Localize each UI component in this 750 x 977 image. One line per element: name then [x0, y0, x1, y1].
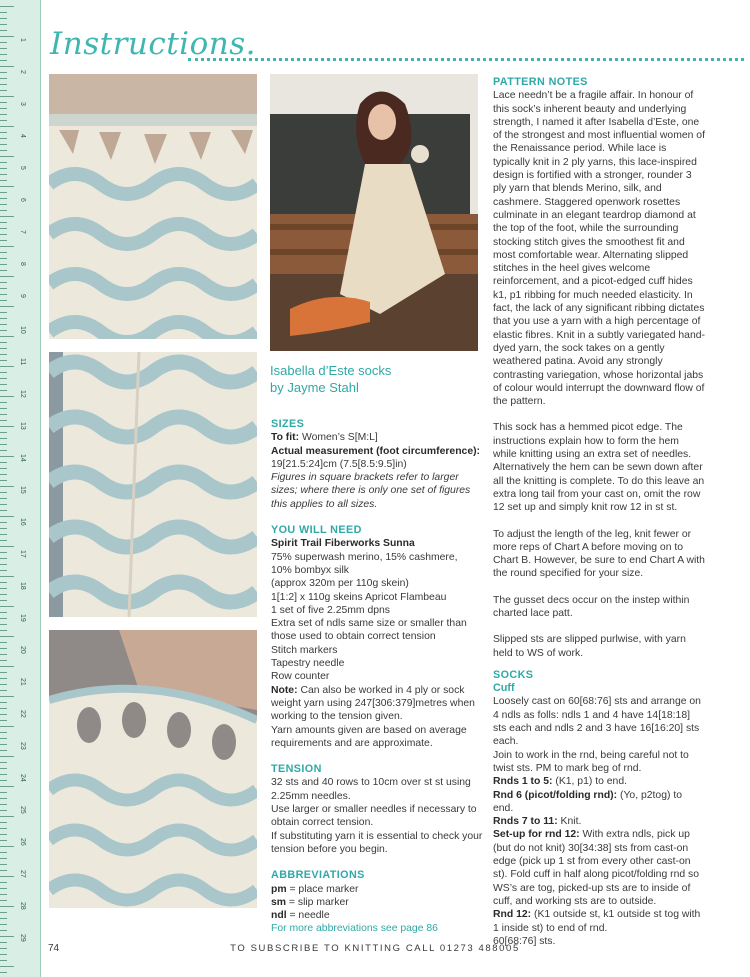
- ruler-tick: [0, 846, 14, 847]
- ruler-number: 3: [19, 102, 26, 106]
- more-abbreviations-link[interactable]: For more abbreviations see page 86: [271, 923, 438, 935]
- ruler-tick: [0, 54, 7, 55]
- ruler-tick: [0, 954, 7, 955]
- ruler-tick: [0, 198, 7, 199]
- ruler-tick: [0, 180, 7, 181]
- yarn-amounts-note: Yarn amounts given are based on average requirements and are approximate.: [271, 724, 467, 749]
- cuff-subheading: Cuff: [493, 682, 515, 695]
- cuff-step-label: Rnds 1 to 5:: [493, 776, 553, 788]
- ruler-tick: [0, 42, 7, 43]
- page-number: 74: [48, 943, 60, 954]
- ruler-tick: [0, 48, 7, 49]
- ruler-tick: [0, 762, 7, 763]
- tension-line: Use larger or smaller needles if necessary to obtain correct tension.: [271, 804, 477, 829]
- ruler-number: 12: [19, 390, 26, 398]
- ruler-tick: [0, 228, 7, 229]
- cuff-step: [493, 775, 705, 788]
- ruler-tick: [0, 630, 7, 631]
- abbreviation-term: sm: [271, 896, 287, 908]
- ruler-tick: [0, 756, 14, 757]
- materials-note: Note: Can also be worked in 4 ply or sock weight yarn using 247[306:379]metres when working to the tension given.: [271, 684, 475, 723]
- ruler-tick: [0, 780, 7, 781]
- ruler-tick: [0, 174, 7, 175]
- materials-line: Tapestry needle: [271, 658, 345, 670]
- ruler-tick: [0, 270, 7, 271]
- ruler-number: 21: [19, 678, 26, 686]
- ruler-tick: [0, 114, 7, 115]
- cuff-step-label: Rnd 12:: [493, 909, 532, 921]
- ruler-tick: [0, 960, 7, 961]
- materials-line: (approx 320m per 110g skein): [271, 578, 409, 590]
- side-ruler: [0, 0, 41, 977]
- ruler-tick: [0, 894, 7, 895]
- sizes-actual-label: Actual measurement (foot circumference):: [271, 445, 481, 457]
- ruler-tick: [0, 798, 7, 799]
- cuff-steps: [493, 775, 705, 935]
- ruler-tick: [0, 132, 7, 133]
- ruler-number: 14: [19, 454, 26, 462]
- ruler-tick: [0, 546, 14, 547]
- ruler-tick: [0, 528, 7, 529]
- ruler-number: 15: [19, 486, 26, 494]
- ruler-tick: [0, 444, 7, 445]
- ruler-tick: [0, 186, 14, 187]
- ruler-tick: [0, 354, 7, 355]
- ruler-number: 2: [19, 70, 26, 74]
- yarn-name: Spirit Trail Fiberworks Sunna: [271, 538, 415, 550]
- ruler-tick: [0, 234, 7, 235]
- ruler-tick: [0, 684, 7, 685]
- ruler-tick: [0, 624, 7, 625]
- ruler-tick: [0, 12, 7, 13]
- ruler-tick: [0, 216, 14, 217]
- ruler-tick: [0, 240, 7, 241]
- ruler-tick: [0, 204, 7, 205]
- ruler-tick: [0, 438, 7, 439]
- ruler-tick: [0, 672, 7, 673]
- ruler-tick: [0, 726, 14, 727]
- cuff-step: [493, 908, 705, 935]
- page-title: Instructions.: [50, 26, 256, 62]
- ruler-tick: [0, 666, 14, 667]
- ruler-tick: [0, 858, 7, 859]
- ruler-tick: [0, 396, 14, 397]
- ruler-tick: [0, 612, 7, 613]
- abbreviations-heading: ABBREVIATIONS: [271, 869, 365, 882]
- ruler-tick: [0, 24, 7, 25]
- ruler-number: 6: [19, 198, 26, 202]
- ruler-tick: [0, 486, 14, 487]
- ruler-tick: [0, 930, 7, 931]
- ruler-tick: [0, 330, 7, 331]
- ruler-number: 16: [19, 518, 26, 526]
- ruler-number: 13: [19, 422, 26, 430]
- pattern-notes-heading: PATTERN NOTES: [493, 76, 588, 88]
- ruler-tick: [0, 426, 14, 427]
- ruler-number: 25: [19, 806, 26, 814]
- ruler-number: 18: [19, 582, 26, 590]
- ruler-tick: [0, 246, 14, 247]
- materials-line: 75% superwash merino, 15% cashmere,: [271, 551, 458, 563]
- ruler-tick: [0, 474, 7, 475]
- ruler-tick: [0, 222, 7, 223]
- ruler-number: 11: [19, 358, 26, 366]
- ruler-number: 29: [19, 934, 26, 942]
- sizes-heading: SIZES: [271, 418, 305, 430]
- ruler-tick: [0, 852, 7, 853]
- ruler-tick: [0, 900, 7, 901]
- ruler-tick: [0, 414, 7, 415]
- right-column: [493, 76, 705, 948]
- abbreviation-item: [271, 896, 483, 909]
- ruler-tick: [0, 450, 7, 451]
- ruler-tick: [0, 834, 7, 835]
- ruler-tick: [0, 570, 7, 571]
- ruler-tick: [0, 390, 7, 391]
- ruler-tick: [0, 828, 7, 829]
- ruler-tick: [0, 324, 7, 325]
- subscribe-footer: TO SUBSCRIBE TO KNITTING CALL 01273 488005: [230, 943, 520, 954]
- cuff-step: [493, 789, 705, 816]
- cuff-step-text: With extra ndls, pick up (but do not knit) 30[34:38] sts from cast-on edge (pick up 1 st from every other cast-on st). Fold cuff in half along picot/folding rnd so WS’s are tog, picked-up sts are to inside of cuff, and working sts are to outside.: [493, 829, 700, 907]
- tension-text: [271, 776, 483, 856]
- ruler-tick: [0, 504, 7, 505]
- ruler-tick: [0, 156, 14, 157]
- ruler-tick: [0, 972, 7, 973]
- ruler-tick: [0, 288, 7, 289]
- ruler-tick: [0, 282, 7, 283]
- ruler-tick: [0, 876, 14, 877]
- pattern-byline: by Jayme Stahl: [270, 380, 359, 395]
- pattern-title-block: [270, 362, 391, 396]
- ruler-tick: [0, 360, 7, 361]
- ruler-tick: [0, 582, 7, 583]
- ruler-tick: [0, 312, 7, 313]
- ruler-tick: [0, 276, 14, 277]
- ruler-number: 27: [19, 870, 26, 878]
- ruler-tick: [0, 870, 7, 871]
- ruler-tick: [0, 348, 7, 349]
- ruler-tick: [0, 168, 7, 169]
- sizes-note: Figures in square brackets refer to larger sizes; where there is only one set of figures this applies to all sizes.: [271, 472, 471, 510]
- ruler-tick: [0, 618, 7, 619]
- ruler-number: 5: [19, 166, 26, 170]
- socks-heading: SOCKS: [493, 668, 534, 681]
- ruler-tick: [0, 636, 14, 637]
- ruler-tick: [0, 30, 7, 31]
- ruler-tick: [0, 60, 7, 61]
- ruler-tick: [0, 6, 14, 7]
- ruler-tick: [0, 696, 14, 697]
- ruler-tick: [0, 750, 7, 751]
- ruler-tick: [0, 522, 7, 523]
- ruler-tick: [0, 654, 7, 655]
- ruler-tick: [0, 192, 7, 193]
- pattern-notes-text: [493, 89, 705, 660]
- ruler-tick: [0, 738, 7, 739]
- ruler-tick: [0, 456, 14, 457]
- ruler-tick: [0, 702, 7, 703]
- ruler-tick: [0, 540, 7, 541]
- pattern-note-paragraph: This sock has a hemmed picot edge. The instructions explain how to form the hem while knitting using an extra set of needles. Alternatively the hem can be sewn down after all the knitting is complete. To do this leave an extra long tail from your cast on, omit the row 12 set up and simply knit row 12 in st st.: [493, 422, 705, 514]
- ruler-number: 26: [19, 838, 26, 846]
- cuff-step-text: (K1, p1) to end.: [552, 776, 627, 788]
- ruler-tick: [0, 792, 7, 793]
- ruler-tick: [0, 366, 14, 367]
- ruler-tick: [0, 804, 7, 805]
- ruler-tick: [0, 552, 7, 553]
- ruler-tick: [0, 786, 14, 787]
- ruler-tick: [0, 576, 14, 577]
- ruler-tick: [0, 558, 7, 559]
- materials-line: 1 set of five 2.25mm dpns: [271, 604, 390, 616]
- ruler-tick: [0, 468, 7, 469]
- abbreviation-term: pm: [271, 883, 287, 895]
- join-text: Join to work in the rnd, being careful not to twist sts. PM to mark beg of rnd.: [493, 749, 689, 774]
- materials-line: Extra set of ndls same size or smaller than those used to obtain correct tension: [271, 618, 467, 643]
- ruler-number: 10: [19, 326, 26, 334]
- sizes-to-fit: To fit: Women’s S[M:L]: [271, 432, 378, 444]
- ruler-tick: [0, 714, 7, 715]
- ruler-tick: [0, 294, 7, 295]
- ruler-tick: [0, 888, 7, 889]
- ruler-tick: [0, 72, 7, 73]
- woman-sitting-image: [270, 74, 478, 351]
- cuff-step-text: Knit.: [557, 816, 582, 828]
- ruler-tick: [0, 378, 7, 379]
- ruler-tick: [0, 300, 7, 301]
- ruler-tick: [0, 126, 14, 127]
- ruler-tick: [0, 462, 7, 463]
- ruler-number: 9: [19, 294, 26, 298]
- ruler-tick: [0, 120, 7, 121]
- ruler-tick: [0, 36, 14, 37]
- knit-photo-neckline: [49, 74, 257, 339]
- abbreviation-term: ndl: [271, 910, 287, 922]
- materials-line: 10% bombyx silk: [271, 564, 349, 576]
- ruler-tick: [0, 864, 7, 865]
- ruler-tick: [0, 642, 7, 643]
- middle-column: [271, 418, 483, 936]
- pattern-note-paragraph: The gusset decs occur on the instep within charted lace patt.: [493, 594, 690, 619]
- ruler-tick: [0, 516, 14, 517]
- abbreviation-meaning: = place marker: [286, 883, 359, 895]
- ruler-tick: [0, 678, 7, 679]
- ruler-tick: [0, 96, 14, 97]
- ruler-tick: [0, 906, 14, 907]
- tension-line: 32 sts and 40 rows to 10cm over st st using 2.25mm needles.: [271, 777, 471, 802]
- ruler-tick: [0, 432, 7, 433]
- ruler-number: 4: [19, 134, 26, 138]
- cuff-step-text: (Yo, p2tog) to end.: [493, 789, 682, 814]
- ruler-tick: [0, 936, 14, 937]
- ruler-tick: [0, 660, 7, 661]
- ruler-tick: [0, 84, 7, 85]
- ruler-tick: [0, 264, 7, 265]
- ruler-tick: [0, 102, 7, 103]
- pattern-note-paragraph: Slipped sts are slipped purlwise, with yarn held to WS of work.: [493, 634, 686, 659]
- ruler-tick: [0, 306, 14, 307]
- ruler-tick: [0, 402, 7, 403]
- ruler-tick: [0, 66, 14, 67]
- ruler-tick: [0, 372, 7, 373]
- ruler-tick: [0, 774, 7, 775]
- ruler-tick: [0, 816, 14, 817]
- knit-photo-sleeve: [49, 352, 257, 617]
- ruler-number: 22: [19, 710, 26, 718]
- ruler-tick: [0, 510, 7, 511]
- abbreviation-meaning: = needle: [286, 910, 330, 922]
- ruler-tick: [0, 924, 7, 925]
- ruler-number: 8: [19, 262, 26, 266]
- ruler-tick: [0, 720, 7, 721]
- knit-shoulder-image: [49, 630, 257, 908]
- cuff-step-label: Rnd 6 (picot/folding rnd):: [493, 789, 618, 801]
- tension-heading: TENSION: [271, 763, 322, 776]
- ruler-tick: [0, 18, 7, 19]
- ruler-number: 28: [19, 902, 26, 910]
- knit-sleeve-image: [49, 352, 257, 617]
- ruler-tick: [0, 258, 7, 259]
- ruler-tick: [0, 732, 7, 733]
- ruler-tick: [0, 966, 14, 967]
- ruler-tick: [0, 606, 14, 607]
- pattern-note-paragraph: Lace needn’t be a fragile affair. In honour of this sock’s inherent beauty and underlying strength, I named it after Isabella d’Este, one of the strongest and most influential women of the Renaissance period. While lace is typically knit in 2 ply yarns, this lace-inspired design is fortified with a stronger, rounder 3 ply yarn that blends Merino, silk, and cashmere. Staggered openwork rosettes culminate in an elegant teardrop diamond at the top of the foot, while the surrounding stocking stitch gives the smoothest fit and most comfortable wear. Alternating slipped stitches in the heel gives welcome reinforcement, and a picot-edged cuff hides k1, p1 ribbing for much needed elasticity. In fact, the lack of any significant ribbing dictates that you use a yarn with a high percentage of elastic fibres. Knit in a subtly variegated hand-dyed yarn, the sock takes on a gently weathered patina. Avoid any strongly contrasting variegation, whose horizontal jabs of colour would interrupt the downward flow of the pattern.: [493, 90, 705, 408]
- ruler-tick: [0, 318, 7, 319]
- ruler-tick: [0, 78, 7, 79]
- materials-line: Row counter: [271, 671, 330, 683]
- you-will-need-heading: YOU WILL NEED: [271, 524, 362, 537]
- ruler-tick: [0, 498, 7, 499]
- ruler-tick: [0, 534, 7, 535]
- abbreviation-item: [271, 883, 483, 896]
- ruler-tick: [0, 144, 7, 145]
- ruler-number: 20: [19, 646, 26, 654]
- ruler-tick: [0, 342, 7, 343]
- pattern-note-paragraph: To adjust the length of the leg, knit fewer or more reps of Chart A before moving on to Chart B. However, be sure to end Chart A with the round specified for your size.: [493, 528, 705, 580]
- ruler-tick: [0, 648, 7, 649]
- ruler-tick: [0, 108, 7, 109]
- cuff-step-text: (K1 outside st, k1 outside st tog with 1 inside st) to end of rnd.: [493, 909, 701, 934]
- cuff-step: [493, 815, 705, 828]
- abbreviation-item: [271, 909, 483, 922]
- knit-photo-shoulder: [49, 630, 257, 908]
- ruler-tick: [0, 744, 7, 745]
- ruler-tick: [0, 336, 14, 337]
- cuff-step: [493, 828, 705, 908]
- ruler-tick: [0, 90, 7, 91]
- ruler-tick: [0, 912, 7, 913]
- pattern-title: Isabella d’Este socks: [270, 363, 392, 378]
- ruler-tick: [0, 918, 7, 919]
- ruler-number: 23: [19, 742, 26, 750]
- ruler-tick: [0, 420, 7, 421]
- ruler-tick: [0, 162, 7, 163]
- ruler-tick: [0, 708, 7, 709]
- ruler-number: 19: [19, 614, 26, 622]
- ruler-tick: [0, 210, 7, 211]
- materials-line: Stitch markers: [271, 644, 338, 656]
- ruler-tick: [0, 840, 7, 841]
- ruler-tick: [0, 480, 7, 481]
- title-dotted-rule: [188, 58, 744, 61]
- ruler-tick: [0, 600, 7, 601]
- ruler-tick: [0, 252, 7, 253]
- knit-neckline-image: [49, 74, 257, 339]
- materials-list: [271, 551, 483, 684]
- ruler-tick: [0, 882, 7, 883]
- ruler-tick: [0, 690, 7, 691]
- model-photo: [270, 74, 478, 351]
- ruler-tick: [0, 594, 7, 595]
- ruler-tick: [0, 768, 7, 769]
- cast-on-text: Loosely cast on 60[68:76] sts and arrange on 4 ndls as folls: ndls 1 and 4 have 14[18:18] sts each and ndls 2 and 3 have 16[16:20] sts each.: [493, 696, 701, 748]
- ruler-tick: [0, 822, 7, 823]
- ruler-tick: [0, 810, 7, 811]
- ruler-tick: [0, 564, 7, 565]
- ruler-number: 1: [19, 38, 26, 42]
- tension-line: If substituting yarn it is essential to check your tension before you begin.: [271, 830, 483, 855]
- cuff-step-label: Rnds 7 to 11:: [493, 816, 558, 828]
- ruler-tick: [0, 384, 7, 385]
- ruler-number: 17: [19, 550, 26, 558]
- sizes-actual-value: 19[21.5:24]cm (7.5[8.5:9.5]in): [271, 458, 407, 470]
- ruler-number: 24: [19, 774, 26, 782]
- ruler-tick: [0, 408, 7, 409]
- ruler-tick: [0, 138, 7, 139]
- ruler-tick: [0, 492, 7, 493]
- ruler-number: 7: [19, 230, 26, 234]
- ruler-tick: [0, 588, 7, 589]
- ruler-tick: [0, 150, 7, 151]
- abbreviation-meaning: = slip marker: [286, 896, 349, 908]
- materials-line: 1[1:2] x 110g skeins Apricot Flambeau: [271, 591, 447, 603]
- cuff-step-label: Set-up for rnd 12:: [493, 829, 580, 841]
- final-stitch-count: 60[68:76] sts.: [493, 935, 556, 947]
- abbreviations-list: [271, 883, 483, 923]
